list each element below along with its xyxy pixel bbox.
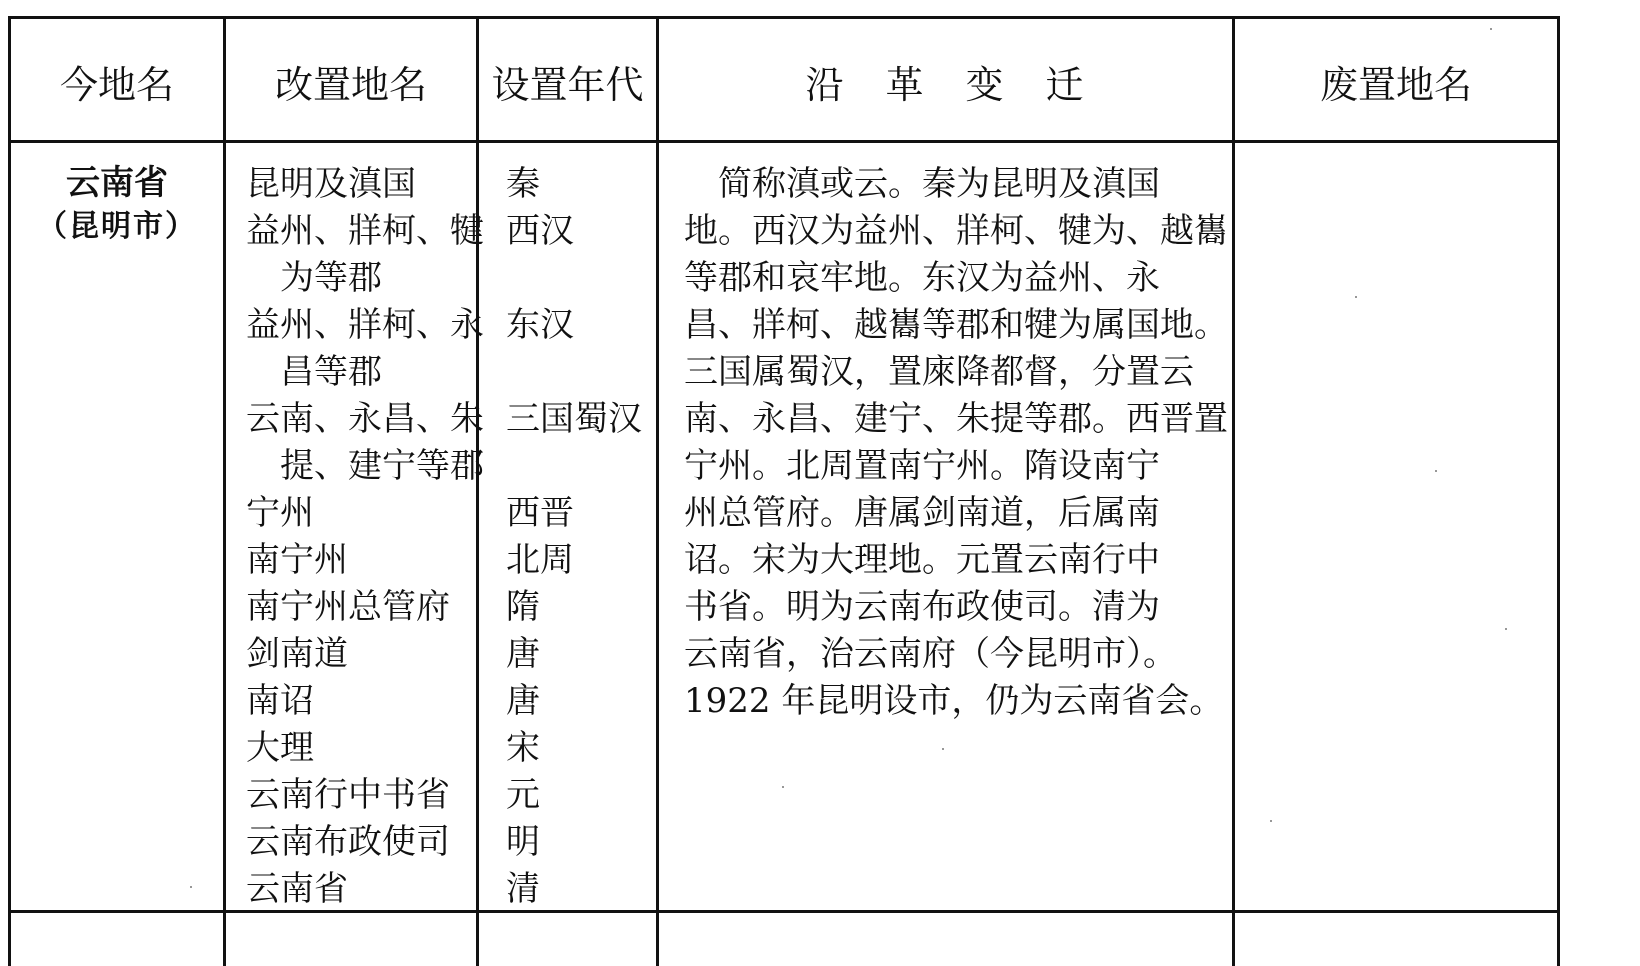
era-cell	[506, 160, 654, 909]
changed-name-item: 南宁州	[246, 540, 348, 580]
history-line: 等郡和哀牢地。东汉为益州、永	[684, 258, 1160, 298]
changed-name-item: 云南省	[246, 869, 348, 909]
era-item: 北周	[506, 540, 574, 580]
changed-name-item: 益州、牂柯、永	[246, 305, 484, 345]
current-name-line1: 云南省	[66, 163, 168, 203]
era-item: 明	[506, 822, 540, 862]
history-line: 南、永昌、建宁、朱提等郡。西晋置	[684, 399, 1228, 439]
column-divider-3	[656, 16, 659, 966]
changed-name-item: 大理	[246, 728, 314, 768]
changed-name-continuation: 提、建宁等郡	[280, 446, 484, 486]
scan-speck	[1435, 470, 1437, 472]
header-abolished-name: 废置地名	[1319, 62, 1472, 107]
era-item: 西汉	[506, 211, 574, 251]
changed-name-item: 昆明及滇国	[246, 164, 416, 204]
changed-name-item: 南诏	[246, 681, 314, 721]
history-line: 简称滇或云。秦为昆明及滇国	[684, 164, 1160, 204]
changed-name-item: 云南行中书省	[246, 775, 450, 815]
era-item: 宋	[506, 728, 540, 768]
history-line: 书省。明为云南布政使司。清为	[684, 587, 1160, 627]
changed-name-item: 云南、永昌、朱	[246, 399, 484, 439]
current-name-cell	[11, 160, 223, 248]
column-divider-1	[223, 16, 226, 966]
history-line: 地。西汉为益州、牂柯、犍为、越巂	[684, 211, 1228, 251]
era-item: 隋	[506, 587, 540, 627]
changed-name-continuation: 为等郡	[280, 258, 382, 298]
table-left-border	[8, 16, 11, 966]
scan-speck	[1505, 628, 1507, 630]
header-changed-name: 改置地名	[274, 62, 427, 107]
current-name-line2: （昆明市）	[37, 209, 197, 244]
changed-names-cell	[246, 160, 484, 909]
changed-name-item: 剑南道	[246, 634, 348, 674]
column-divider-4	[1232, 16, 1235, 966]
era-item: 三国蜀汉	[506, 399, 642, 439]
scan-speck	[1355, 296, 1357, 298]
era-item: 西晋	[506, 493, 574, 533]
era-item: 秦	[506, 164, 540, 204]
history-line: 宁州。北周置南宁州。隋设南宁	[684, 446, 1160, 486]
changed-name-item: 益州、牂柯、犍	[246, 211, 484, 251]
scan-speck	[942, 748, 944, 750]
history-line: 三国属蜀汉，置庲降都督，分置云	[684, 352, 1194, 392]
changed-name-item: 宁州	[246, 493, 314, 533]
changed-name-item: 云南布政使司	[246, 822, 450, 862]
header-era: 设置年代	[491, 62, 644, 107]
scan-speck	[190, 886, 192, 888]
history-line: 云南省，治云南府（今昆明市）。	[684, 634, 1177, 674]
row-bottom-border	[8, 910, 1560, 913]
changed-name-continuation: 昌等郡	[280, 352, 382, 392]
column-divider-2	[476, 16, 479, 966]
era-item: 元	[506, 775, 540, 815]
scan-speck	[1270, 820, 1272, 822]
scan-speck	[782, 786, 784, 788]
history-line: 州总管府。唐属剑南道，后属南	[684, 493, 1160, 533]
era-item: 清	[506, 869, 540, 909]
era-item: 唐	[506, 681, 540, 721]
scan-speck	[1490, 28, 1492, 30]
era-item: 东汉	[506, 305, 574, 345]
history-line: 1922 年昆明设市，仍为云南省会。	[684, 681, 1224, 721]
history-line: 昌、牂柯、越巂等郡和犍为属国地。	[684, 305, 1228, 345]
history-line: 诏。宋为大理地。元置云南行中	[684, 540, 1160, 580]
era-item: 唐	[506, 634, 540, 674]
history-cell	[684, 160, 1228, 900]
header-history: 沿 革 变 迁	[805, 62, 1086, 107]
header-current-name: 今地名	[59, 62, 174, 107]
changed-name-item: 南宁州总管府	[246, 587, 450, 627]
table-right-border	[1557, 16, 1560, 966]
